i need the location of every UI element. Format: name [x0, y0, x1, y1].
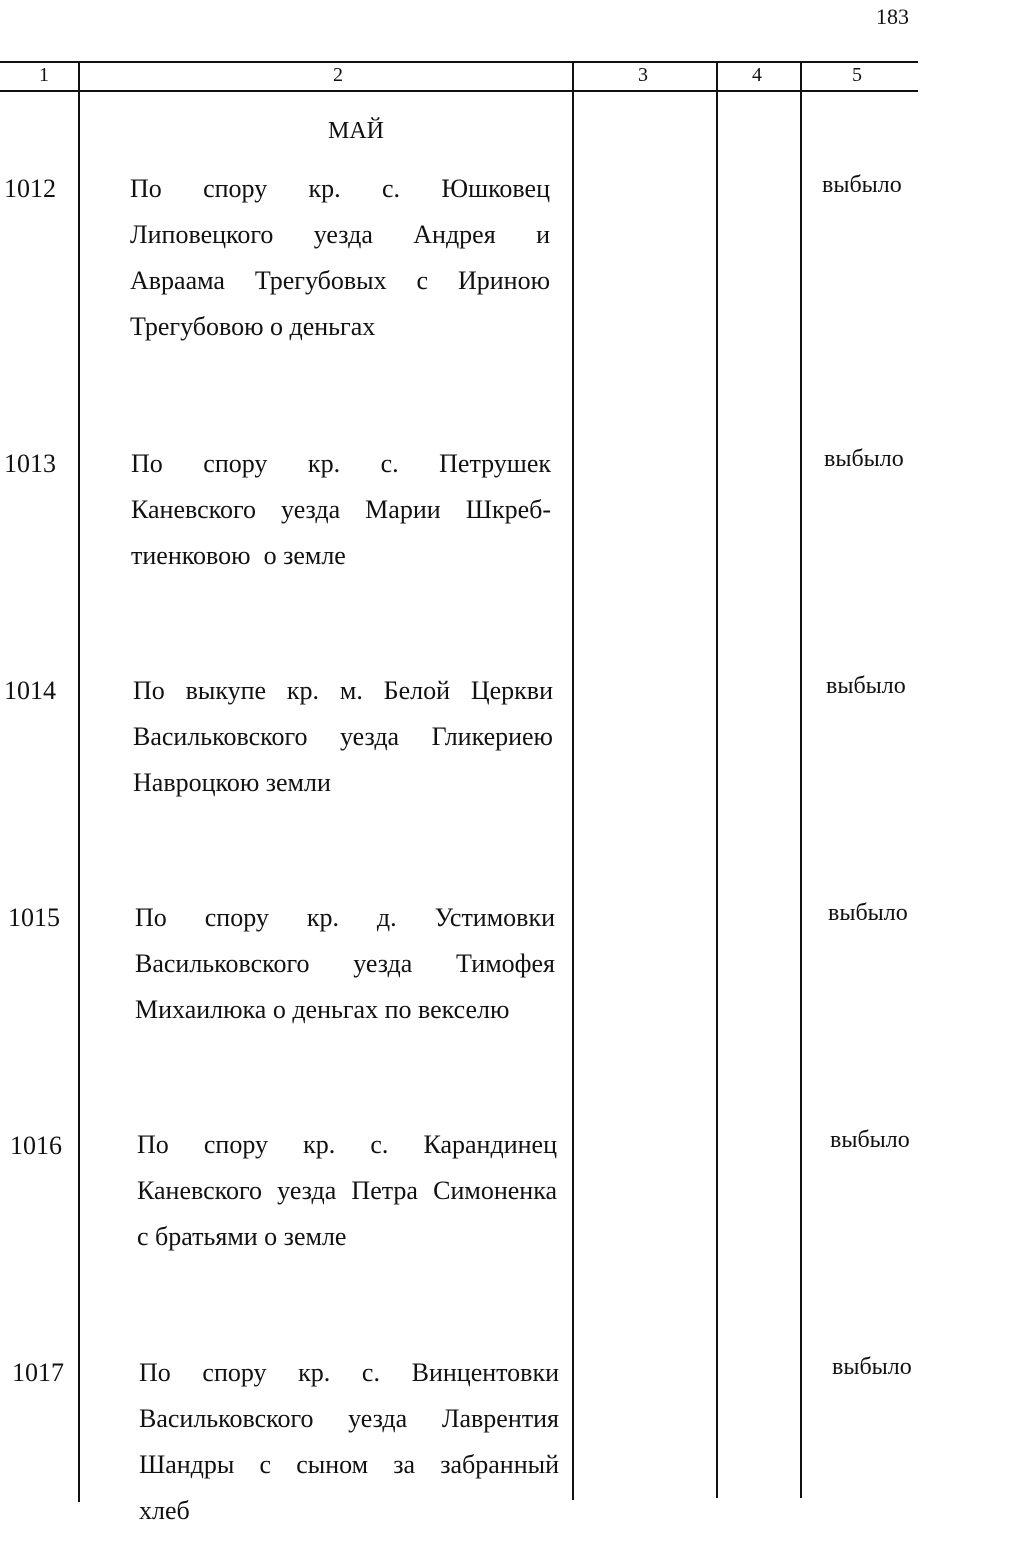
column-divider-2: [572, 62, 574, 1500]
desc-line: хлеб: [139, 1496, 190, 1525]
desc-line: По спору кр. с. Карандинец: [137, 1130, 557, 1159]
entry-description: [131, 441, 551, 579]
entry-description: [139, 1350, 559, 1534]
entry-number: 1016: [10, 1131, 62, 1160]
desc-line: Каневского уезда Петра Симоненка: [137, 1176, 557, 1205]
entry-status: выбыло: [828, 900, 908, 926]
entry-status: выбыло: [826, 673, 906, 699]
desc-line: По спору кр. с. Юшковец: [130, 174, 550, 203]
column-header-3: 3: [638, 64, 648, 86]
desc-line: Михаилюка о деньгах по векселю: [135, 995, 510, 1024]
desc-line: По спору кр. д. Устимовки: [135, 903, 555, 932]
entry-description: [135, 895, 555, 1033]
desc-line: тиенковою о земле: [131, 541, 346, 570]
desc-line: Липовецкого уезда Андрея и: [130, 220, 550, 249]
desc-line: Навроцкою земли: [133, 768, 331, 797]
entry-status: выбыло: [830, 1127, 910, 1153]
desc-line: По спору кр. с. Петрушек: [131, 449, 551, 478]
column-header-5: 5: [852, 64, 862, 86]
entry-status: выбыло: [822, 172, 902, 198]
desc-line: Трегубовою о деньгах: [130, 312, 376, 341]
desc-line: Авраама Трегубовых с Ириною: [130, 266, 550, 295]
entry-number: 1014: [4, 676, 56, 705]
entry-description: [137, 1122, 557, 1260]
desc-line: По спору кр. с. Винцентовки: [139, 1358, 559, 1387]
desc-line: По выкупе кр. м. Белой Церкви: [133, 676, 553, 705]
column-divider-3: [716, 62, 718, 1498]
entry-description: [130, 166, 550, 350]
entry-status: выбыло: [824, 446, 904, 472]
header-top-rule: [0, 61, 918, 63]
column-header-2: 2: [333, 64, 343, 86]
column-divider-1: [78, 62, 80, 1502]
column-header-4: 4: [752, 64, 762, 86]
column-header-1: 1: [39, 64, 49, 86]
desc-line: Васильковского уезда Тимофея: [135, 949, 555, 978]
page-number: 183: [876, 4, 909, 29]
month-heading: МАЙ: [327, 118, 384, 144]
entry-number: 1013: [4, 449, 56, 478]
entry-number: 1012: [4, 174, 56, 203]
desc-line: Шандры с сыном за забранный: [139, 1450, 559, 1479]
desc-line: Каневского уезда Марии Шкреб-: [131, 495, 551, 524]
entry-status: выбыло: [832, 1354, 912, 1380]
entry-description: [133, 668, 553, 806]
column-divider-4: [800, 62, 802, 1498]
desc-line: с братьями о земле: [137, 1222, 347, 1251]
entry-number: 1015: [8, 903, 60, 932]
header-bottom-rule: [0, 90, 918, 92]
entry-number: 1017: [12, 1358, 64, 1387]
desc-line: Васильковского уезда Лаврентия: [139, 1404, 559, 1433]
desc-line: Васильковского уезда Гликериею: [133, 722, 553, 751]
